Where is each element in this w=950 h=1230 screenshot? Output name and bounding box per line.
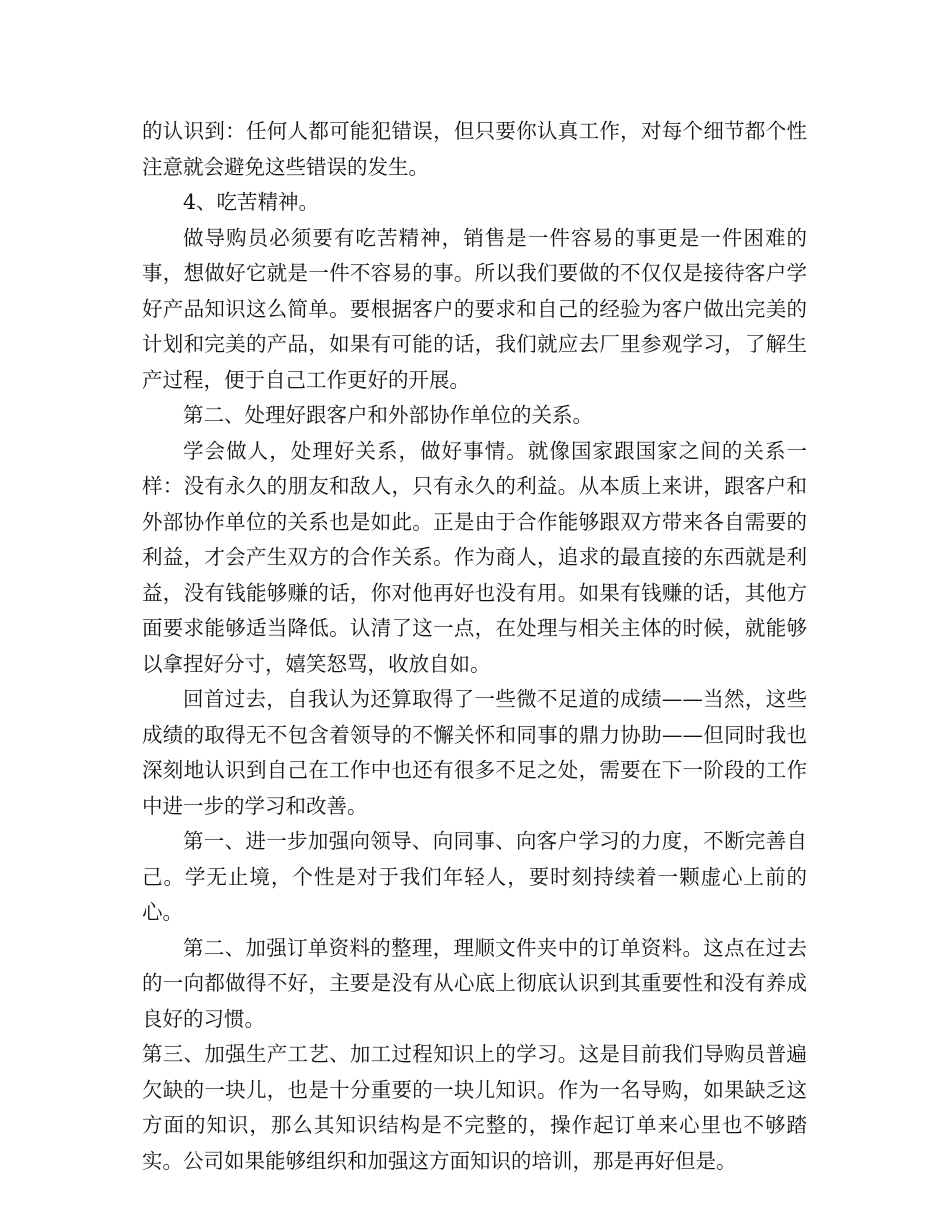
document-body	[142, 114, 807, 1179]
paragraph-client-relations: 学会做人，处理好关系，做好事情。就像国家跟国家之间的关系一样：没有永久的朋友和敌人，只有永久的利益。从本质上来讲，跟客户和外部协作单位的关系也是如此。正是由于合作能够跟双方带来各自需要的利益，才会产生双方的合作关系。作为商人，追求的最直接的东西就是利益，没有钱能够赚的话，你对他再好也没有用。如果有钱赚的话，其他方面要求能够适当降低。认清了这一点，在处理与相关主体的时候，就能够以拿捏好分寸，嬉笑怒骂，收放自如。	[142, 438, 807, 676]
paragraph-improvement-two: 第二、加强订单资料的整理，理顺文件夹中的订单资料。这点在过去的一向都做得不好，主要是没有从心底上彻底认识到其重要性和没有养成良好的习惯。	[142, 935, 807, 1031]
paragraph-hardworking: 做导购员必须要有吃苦精神，销售是一件容易的事更是一件困难的事，想做好它就是一件不容易的事。所以我们要做的不仅仅是接待客户学好产品知识这么简单。要根据客户的要求和自己的经验为客户做出完美的计划和完美的产品，如果有可能的话，我们就应去厂里参观学习，了解生产过程，便于自己工作更好的开展。	[142, 225, 807, 392]
paragraph-continuation: 的认识到：任何人都可能犯错误，但只要你认真工作，对每个细节都个性注意就会避免这些错误的发生。	[142, 119, 807, 179]
paragraph-review: 回首过去，自我认为还算取得了一些微不足道的成绩——当然，这些成绩的取得无不包含着领导的不懈关怀和同事的鼎力协助——但同时我也深刻地认识到自己在工作中也还有很多不足之处，需要在下一阶段的工作中进一步的学习和改善。	[142, 687, 807, 818]
paragraph-improvement-three: 第三、加强生产工艺、加工过程知识上的学习。这是目前我们导购员普遍欠缺的一块儿，也是十分重要的一块儿知识。作为一名导购，如果缺乏这方面的知识，那么其知识结构是不完整的，操作起订单来心里也不够踏实。公司如果能够组织和加强这方面知识的培训，那是再好但是。	[142, 1042, 807, 1173]
paragraph-improvement-one: 第一、进一步加强向领导、向同事、向客户学习的力度，不断完善自己。学无止境，个性是对于我们年轻人，要时刻持续着一颗虚心上前的心。	[142, 829, 807, 924]
heading-client-relations: 第二、处理好跟客户和外部协作单位的关系。	[183, 403, 593, 427]
heading-hardworking-spirit: 4、吃苦精神。	[183, 190, 320, 214]
